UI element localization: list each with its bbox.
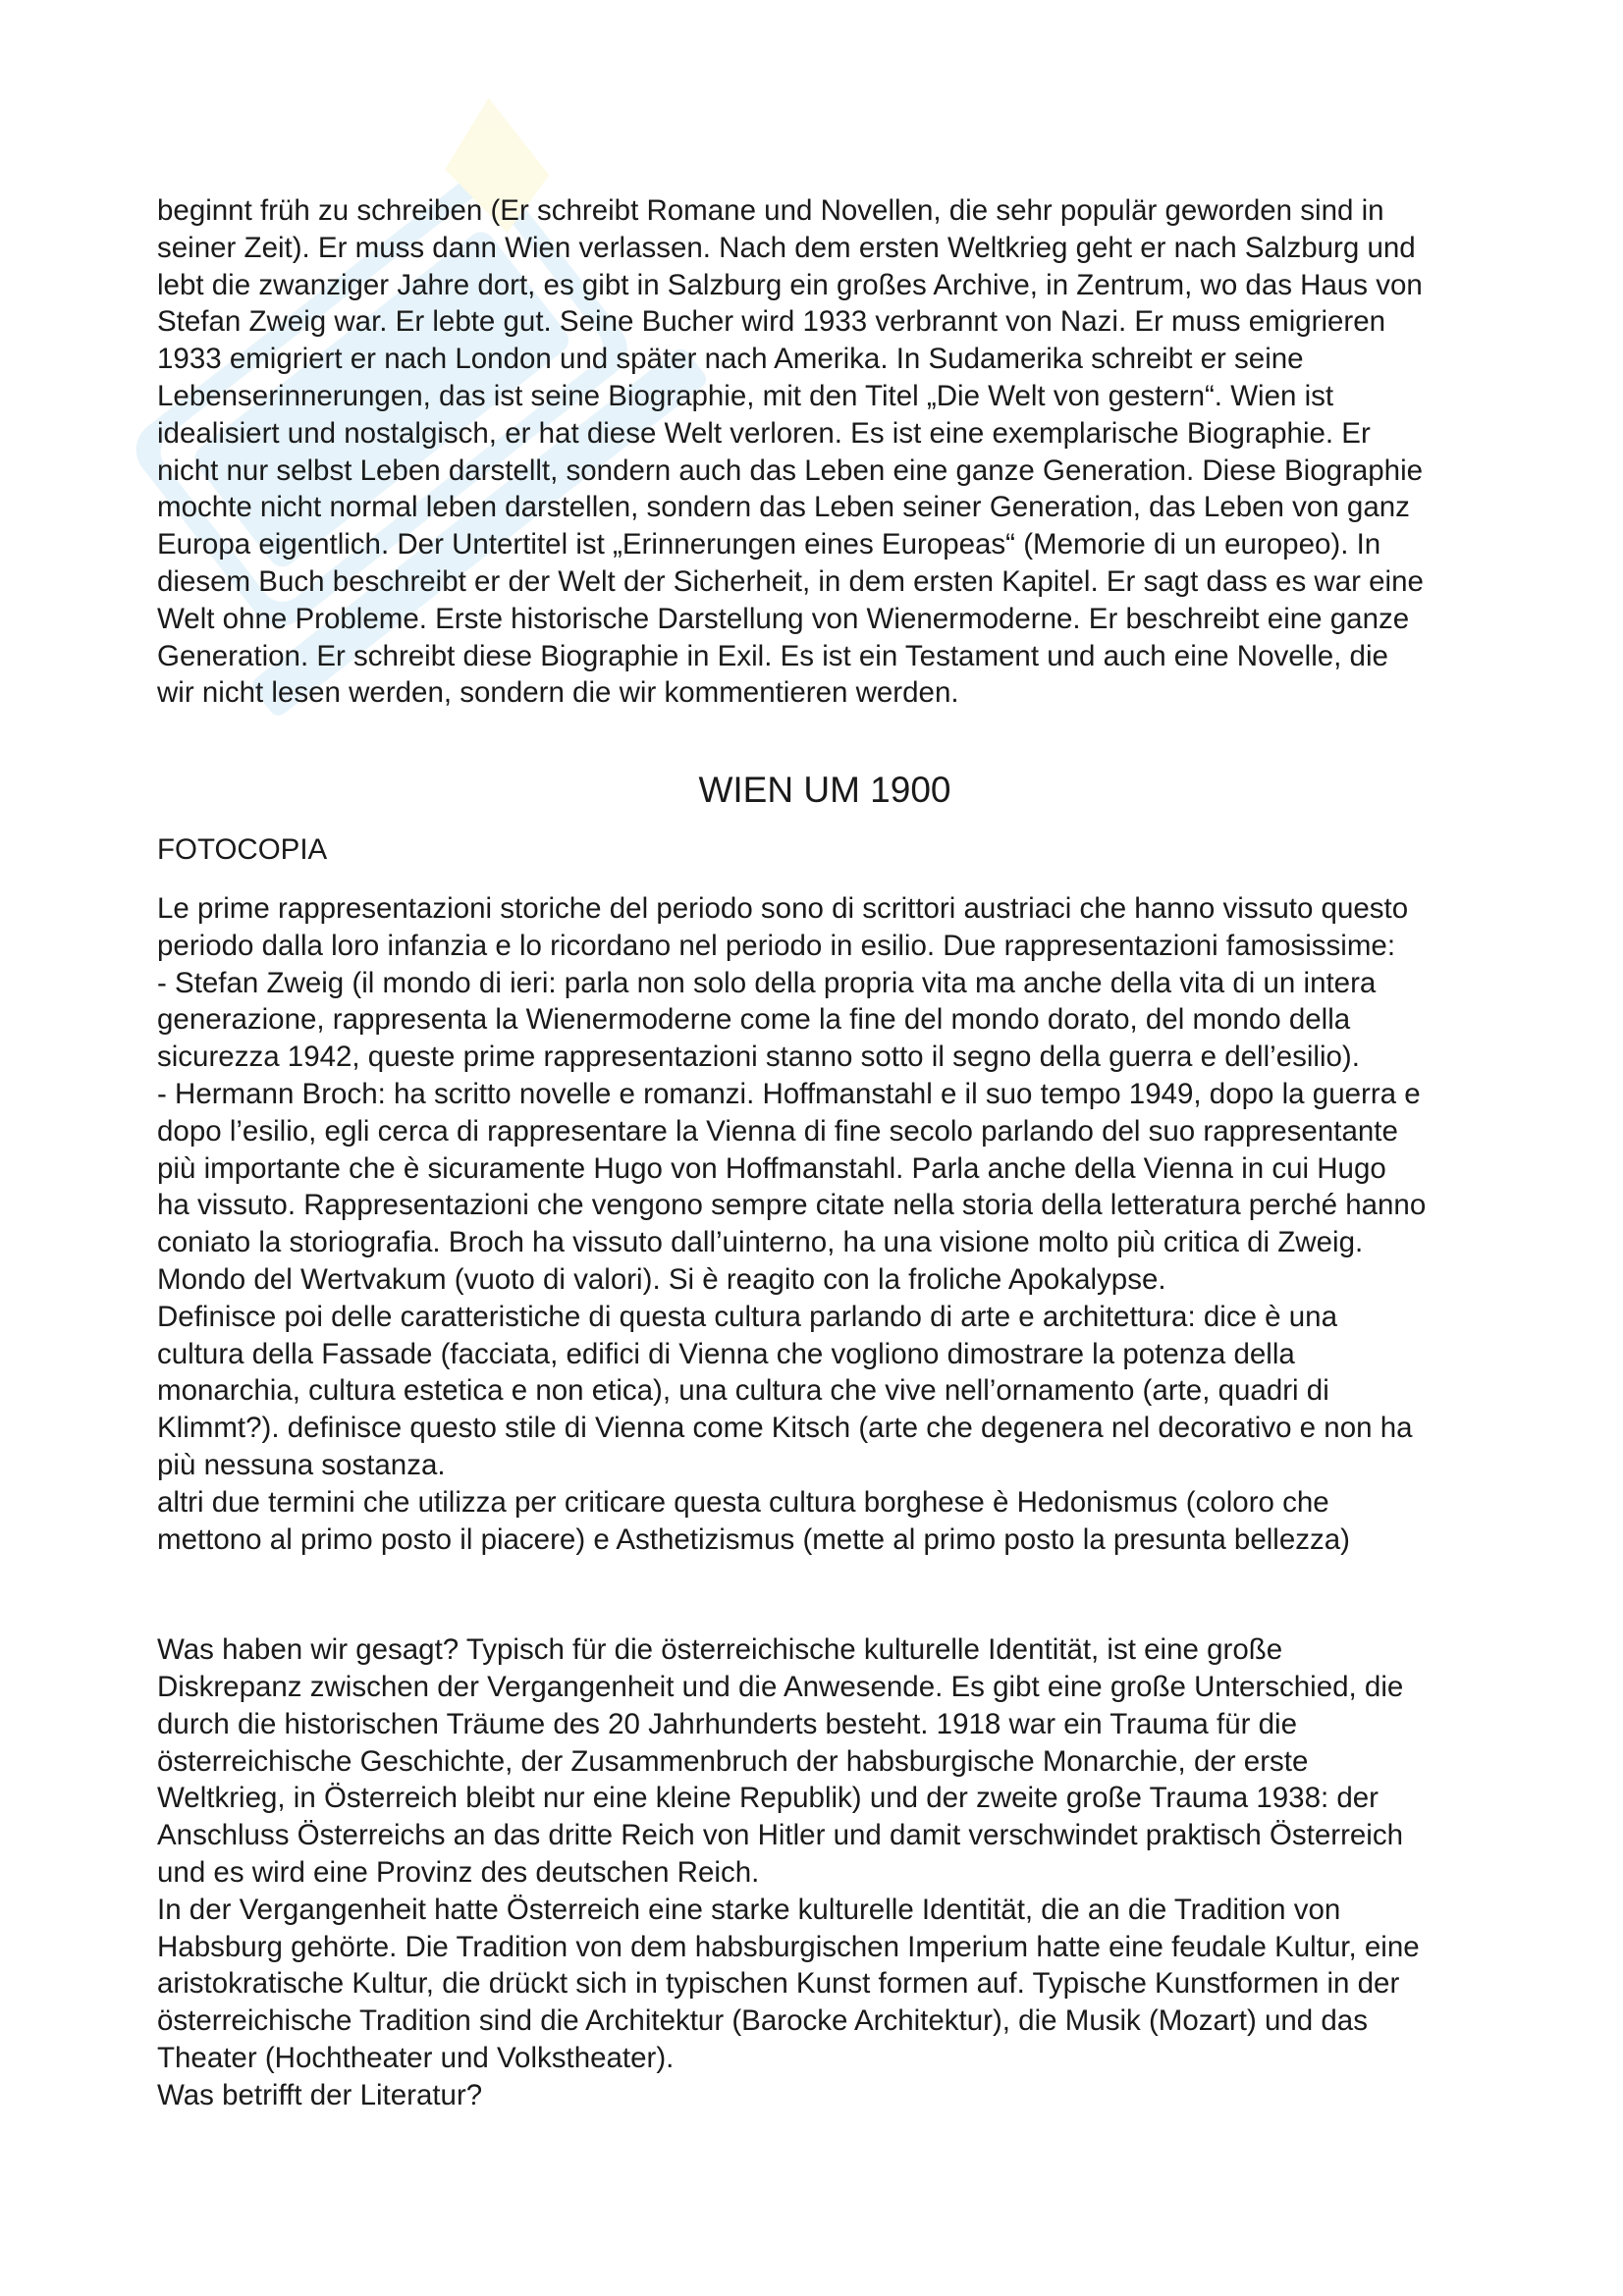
paragraph-zweig-biography: beginnt früh zu schreiben (Er schreibt Romane und Novellen, die sehr populär geworden sind in seiner Zeit). Er muss dann Wien verlassen. Nach dem ersten Weltkrieg geht er nach Salzburg und lebt die zwanziger Jahre dort, es gibt in Salzburg ein großes Archive, in Zentrum, wo das Haus von Stefan Zweig war. Er lebte gut. Seine Bucher wird 1933 verbrannt von Nazi. Er muss emigrieren 1933 emigriert er nach London und später nach Amerika. In Sudamerika schreibt er seine Lebenserinnerungen, das ist seine Biographie, mit den Titel „Die Welt von gestern“. Wien ist idealisiert und nostalgisch, er hat diese Welt verloren. Es ist eine exemplarische Biographie. Er nicht nur selbst Leben darstellt, sondern auch das Leben eine ganze Generation. Diese Biographie mochte nicht normal leben darstellen, sondern das Leben seiner Generation, das Leben von ganz Europa eigentlich. Der Untertitel ist „Erinnerungen eines Europeas“ (Memorie di un europeo). In diesem Buch beschreibt er der Welt der Sicherheit, in dem ersten Kapitel. Er sagt dass es war eine Welt ohne Probleme. Erste historische Darstellung von Wienermoderne. Er beschreibt eine ganze Generation. Er schreibt diese Biographie in Exil. Es ist ein Testament und auch eine Novelle, die wir nicht lesen werden, sondern die wir kommentieren werden. <box>157 194 1424 710</box>
document-body <box>157 192 1492 2114</box>
paragraph-rappresentazioni: Le prime rappresentazioni storiche del periodo sono di scrittori austriaci che hanno vissuto questo periodo dalla loro infanzia e lo ricordano nel periodo in esilio. Due rappresentazioni famosissime: - Stefan Zweig (il mondo di ieri: parla non solo della propria vita ma anche della vita di un intera generazione, rappresenta la Wienermoderne come la fine del mondo dorato, del mondo della sicurezza 1942, queste prime rappresentazioni stanno sotto il segno della guerra e dell’esilio). - Hermann Broch: ha scritto novelle e romanzi. Hoffmanstahl e il suo tempo 1949, dopo la guerra e dopo l’esilio, egli cerca di rappresentare la Vienna di fine secolo parlando del suo rappresentante più importante che è sicuramente Hugo von Hoffmanstahl. Parla anche della Vienna in cui Hugo ha vissuto. Rappresentazioni che vengono sempre citate nella storia della letteratura perché hanno coniato la storiografia. Broch ha vissuto dall’uinterno, ha una visione molto più critica di Zweig. Mondo del Wertvakum (vuoto di valori). Si è reagito con la froliche Apokalypse. Definisce poi delle caratteristiche di questa cultura parlando di arte e architettura: dice è una cultura della Fassade (facciata, edifici di Vienna che vogliono dimostrare la potenza della monarchia, cultura estetica e non etica), una cultura che vive nell’ornamento (arte, quadri di Klimmt?). definisce questo stile di Vienna come Kitsch (arte che degenera nel decorativo e non ha più nessuna sostanza. altri due termini che utilizza per criticare questa cultura borghese è Hedonismus (coloro che mettono al primo posto il piacere) e Asthetizismus (mette al primo posto la presunta bellezza) <box>157 891 1427 1556</box>
paragraph-spacer <box>157 1558 1492 1631</box>
subheading-fotocopia: FOTOCOPIA <box>157 833 328 867</box>
section-title: WIEN UM 1900 <box>698 770 951 811</box>
paragraph-identitaet: Was haben wir gesagt? Typisch für die österreichische kulturelle Identität, ist eine große Diskrepanz zwischen der Vergangenheit und die Anwesende. Es gibt eine große Unterschied, die durch die historischen Träume des 20 Jahrhunderts besteht. 1918 war ein Trauma für die österreichische Geschichte, der Zusammenbruch der habsburgische Monarchie, der erste Weltkrieg, in Österreich bleibt nur eine kleine Republik) und der zweite große Trauma 1938: der Anschluss Österreichs an das dritte Reich von Hitler und damit verschwindet praktisch Österreich und es wird eine Provinz des deutschen Reich. In der Vergangenheit hatte Österreich eine starke kulturelle Identität, die an die Tradition von Habsburg gehörte. Die Tradition von dem habsburgischen Imperium hatte eine feudale Kultur, eine aristokratische Kultur, die drückt sich in typischen Kunst formen auf. Typische Kunstformen in der österreichische Tradition sind die Architektur (Barocke Architektur), die Musik (Mozart) und das Theater (Hochtheater und Volkstheater). Was betrifft der Literatur? <box>157 1633 1420 2111</box>
